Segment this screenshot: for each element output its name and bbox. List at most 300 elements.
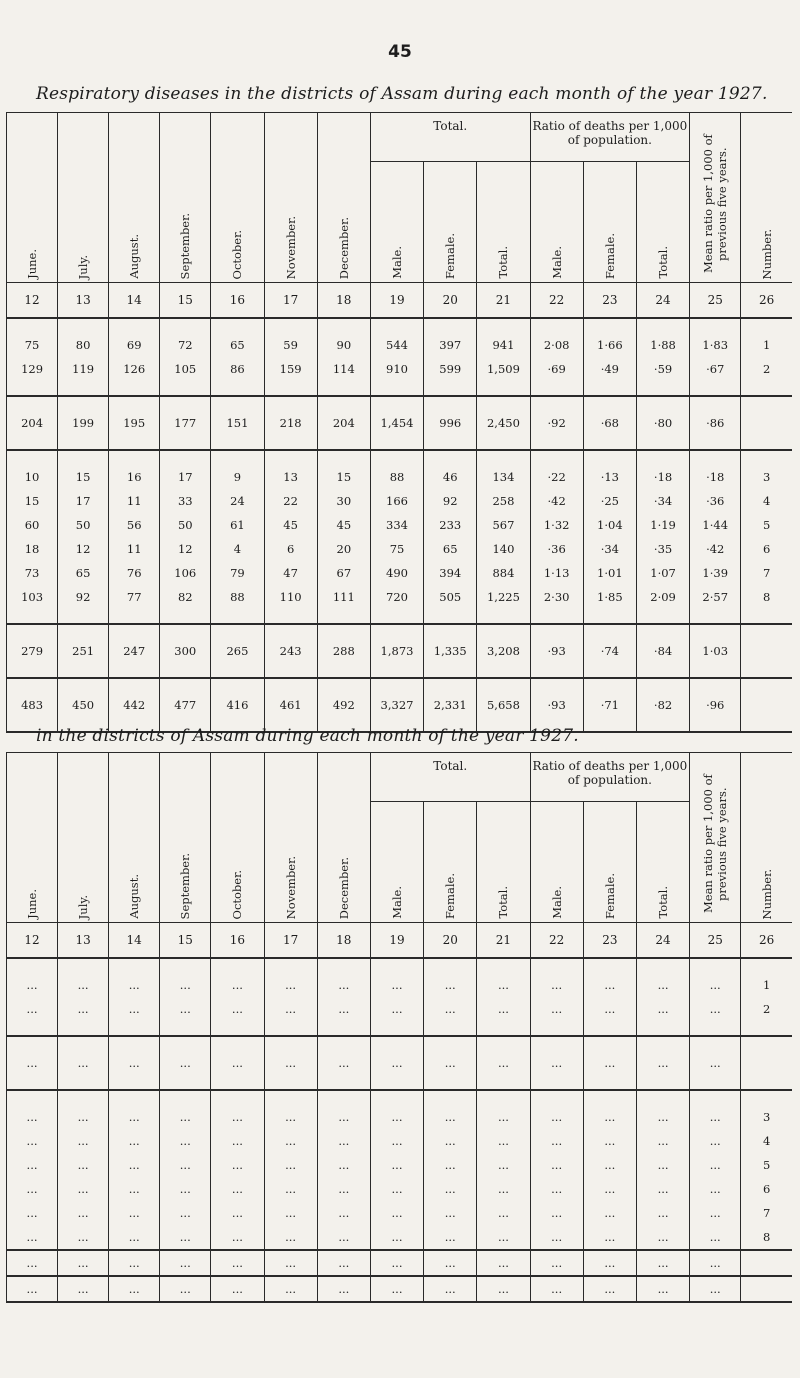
spacer-cell — [264, 1090, 317, 1105]
subtotal-row-cell — [741, 639, 792, 663]
spacer-cell — [109, 450, 160, 465]
table-row-cell: 140 — [477, 537, 530, 561]
subtotal-row-cell: 2,450 — [477, 411, 530, 435]
subtotal-row-cell: 195 — [109, 411, 160, 435]
grand-total-row-cell: ... — [211, 1276, 264, 1302]
table-row-cell: 15 — [58, 465, 109, 489]
spacer-cell — [636, 1021, 689, 1036]
table-row-cell: ... — [690, 1105, 741, 1129]
spacer-cell — [583, 609, 636, 624]
table-row-cell: ... — [583, 1177, 636, 1201]
grand-total-row-cell: ·71 — [583, 693, 636, 717]
table-row-cell: 111 — [317, 585, 370, 609]
spacer-cell — [370, 318, 423, 333]
subtotal-row-cell: ... — [477, 1250, 530, 1276]
table-row-cell: ... — [317, 997, 370, 1021]
table-row-cell: 86 — [211, 357, 264, 381]
subtotal-row-cell: ... — [58, 1250, 109, 1276]
table1-column-number: 15 — [160, 283, 211, 319]
table1-column-number: 25 — [690, 283, 741, 319]
table2-header-subcol: Male. — [530, 802, 583, 923]
subtotal-row-cell: ... — [160, 1250, 211, 1276]
spacer-cell — [583, 381, 636, 396]
subtotal-row-cell: ... — [636, 1051, 689, 1075]
spacer-cell — [477, 435, 530, 450]
table-row — [7, 333, 793, 357]
table-row-cell: ... — [424, 997, 477, 1021]
spacer-cell — [741, 435, 792, 450]
table-row-cell: 599 — [424, 357, 477, 381]
table-row-cell: ... — [530, 1105, 583, 1129]
spacer-cell — [370, 624, 423, 639]
table1-header-mean-ratio: Mean ratio per 1,000 of previous five years. — [690, 113, 741, 283]
spacer-cell — [317, 609, 370, 624]
table-row-cell: ... — [583, 1105, 636, 1129]
spacer-cell — [109, 396, 160, 411]
spacer-cell — [636, 678, 689, 693]
table-row-cell: 884 — [477, 561, 530, 585]
table-row-cell: 73 — [7, 561, 58, 585]
table-row — [7, 1225, 793, 1250]
table-row-cell: ... — [530, 1153, 583, 1177]
spacer-cell — [109, 609, 160, 624]
table1-column-number: 14 — [109, 283, 160, 319]
table2-column-number: 15 — [160, 923, 211, 959]
spacer-cell — [109, 958, 160, 973]
spacer-cell — [160, 1075, 211, 1090]
table-row-cell: ·34 — [636, 489, 689, 513]
spacer-cell — [7, 318, 58, 333]
table2-header-number: Number. — [741, 753, 792, 923]
spacer-cell — [583, 624, 636, 639]
spacer-cell — [58, 1090, 109, 1105]
table-row-cell: 1,509 — [477, 357, 530, 381]
table-row-cell: ... — [58, 1153, 109, 1177]
table-row-cell: 50 — [58, 513, 109, 537]
table-row-cell: 2 — [741, 997, 792, 1021]
table2-column-number: 18 — [317, 923, 370, 959]
spacer-cell — [7, 381, 58, 396]
grand-total-row-cell: ... — [424, 1276, 477, 1302]
table-row-cell: 1·32 — [530, 513, 583, 537]
spacer-cell — [109, 678, 160, 693]
spacer-cell — [583, 717, 636, 732]
table2-column-number: 24 — [636, 923, 689, 959]
table1-column-number: 26 — [741, 283, 792, 319]
table-row-cell: ... — [264, 1177, 317, 1201]
spacer-cell — [160, 318, 211, 333]
table-row-cell: ... — [317, 1201, 370, 1225]
table-row-cell: ... — [690, 973, 741, 997]
spacer-cell — [424, 1036, 477, 1051]
table-row-cell: 1·88 — [636, 333, 689, 357]
table1-column-number: 20 — [424, 283, 477, 319]
spacer-cell — [317, 396, 370, 411]
spacer-cell — [690, 1021, 741, 1036]
table-row-cell: ... — [690, 997, 741, 1021]
spacer-cell — [7, 1021, 58, 1036]
spacer-cell — [160, 381, 211, 396]
spacer-cell — [690, 435, 741, 450]
table2-title: in the districts of Assam during each month of the year 1927. — [36, 726, 579, 746]
table1-header-subcol: Female. — [424, 162, 477, 283]
table-row-cell: ... — [317, 973, 370, 997]
table-row-cell: 88 — [370, 465, 423, 489]
grand-total-row — [7, 1276, 793, 1302]
subtotal-row-cell: 1,454 — [370, 411, 423, 435]
table-row-cell: ... — [477, 973, 530, 997]
spacer-cell — [160, 958, 211, 973]
grand-total-row-cell: ... — [109, 1276, 160, 1302]
table-row-cell: ... — [370, 1129, 423, 1153]
spacer-cell — [264, 435, 317, 450]
table-row-cell: 5 — [741, 513, 792, 537]
spacer-cell — [58, 318, 109, 333]
table-row-cell: ... — [211, 1105, 264, 1129]
table-row-cell: 105 — [160, 357, 211, 381]
table-row-cell: 1·66 — [583, 333, 636, 357]
table-row-cell: ... — [160, 1177, 211, 1201]
table-row-cell: ... — [636, 1153, 689, 1177]
spacer-cell — [583, 678, 636, 693]
table-row-cell: ... — [264, 1153, 317, 1177]
table-row-cell: ·35 — [636, 537, 689, 561]
spacer-cell — [58, 958, 109, 973]
table-row-cell: ... — [530, 997, 583, 1021]
table-row-cell: ... — [317, 1129, 370, 1153]
table-row-cell: ... — [370, 1105, 423, 1129]
spacer-cell — [530, 609, 583, 624]
spacer-cell — [160, 624, 211, 639]
table-row-cell: ·59 — [636, 357, 689, 381]
spacer-cell — [583, 450, 636, 465]
table1-header-total-group: Total. — [370, 113, 530, 162]
table-row-cell: ... — [583, 973, 636, 997]
spacer-cell — [317, 958, 370, 973]
table-row-cell: ... — [477, 1225, 530, 1250]
spacer-cell — [690, 450, 741, 465]
spacer-cell — [477, 318, 530, 333]
subtotal-row-cell: ... — [690, 1051, 741, 1075]
table-row-cell: ... — [636, 1201, 689, 1225]
spacer-cell — [317, 1075, 370, 1090]
table2-header-month: November. — [264, 753, 317, 923]
spacer-cell — [530, 1021, 583, 1036]
table1-column-number: 18 — [317, 283, 370, 319]
subtotal-row-cell: ... — [690, 1250, 741, 1276]
grand-total-row-cell: ... — [264, 1276, 317, 1302]
table-row — [7, 489, 793, 513]
table-row-cell: 1 — [741, 973, 792, 997]
table-row-cell: 2·57 — [690, 585, 741, 609]
spacer-cell — [317, 1021, 370, 1036]
grand-total-row-cell: ... — [477, 1276, 530, 1302]
grand-total-row-cell: ... — [530, 1276, 583, 1302]
grand-total-row-cell: 483 — [7, 693, 58, 717]
table-row-cell: ... — [160, 1201, 211, 1225]
spacer-cell — [424, 663, 477, 678]
spacer-cell — [424, 435, 477, 450]
table-row-cell: ... — [58, 997, 109, 1021]
spacer-cell — [424, 1021, 477, 1036]
subtotal-row-cell: ... — [211, 1051, 264, 1075]
spacer-cell — [477, 624, 530, 639]
table-row-cell: ... — [7, 1225, 58, 1250]
table-row-cell: ... — [109, 997, 160, 1021]
spacer-cell — [211, 609, 264, 624]
spacer-cell — [690, 678, 741, 693]
table-row-cell: ... — [7, 1105, 58, 1129]
spacer-cell — [370, 450, 423, 465]
table-row-cell: ·36 — [530, 537, 583, 561]
table-row-cell: 46 — [424, 465, 477, 489]
spacer-cell — [160, 609, 211, 624]
table-row-cell: ... — [690, 1129, 741, 1153]
table-row-cell: 1·01 — [583, 561, 636, 585]
table-row-cell: ... — [477, 1153, 530, 1177]
spacer-cell — [741, 1036, 792, 1051]
table-row-cell: ... — [264, 1129, 317, 1153]
table-row-cell: 233 — [424, 513, 477, 537]
table-row-cell: 17 — [58, 489, 109, 513]
table-row — [7, 1201, 793, 1225]
table1-column-number: 12 — [7, 283, 58, 319]
spacer-cell — [477, 450, 530, 465]
table-row — [7, 537, 793, 561]
table2-column-number: 25 — [690, 923, 741, 959]
table-row-cell: ... — [477, 1201, 530, 1225]
spacer-cell — [7, 678, 58, 693]
spacer-cell — [370, 609, 423, 624]
table-row-cell: 2·09 — [636, 585, 689, 609]
table-row-cell: 92 — [424, 489, 477, 513]
spacer-cell — [424, 381, 477, 396]
spacer-cell — [583, 1090, 636, 1105]
table2-column-number: 26 — [741, 923, 792, 959]
table-row-cell: 56 — [109, 513, 160, 537]
table1-header-month: October. — [211, 113, 264, 283]
table-row-cell: 103 — [7, 585, 58, 609]
table-row-cell: ... — [636, 1105, 689, 1129]
table2-header-month: September. — [160, 753, 211, 923]
table2-column-number: 17 — [264, 923, 317, 959]
table-row-cell: ... — [530, 1225, 583, 1250]
subtotal-row-cell — [741, 1250, 792, 1276]
table-row-cell: 258 — [477, 489, 530, 513]
table-row-cell: ... — [370, 973, 423, 997]
spacer-cell — [7, 1090, 58, 1105]
table-row-cell: ·25 — [583, 489, 636, 513]
spacer-cell — [370, 1075, 423, 1090]
spacer-cell — [211, 1036, 264, 1051]
table-row-cell: 106 — [160, 561, 211, 585]
subtotal-row-cell: ·80 — [636, 411, 689, 435]
spacer-cell — [583, 396, 636, 411]
subtotal-row-cell: 1,335 — [424, 639, 477, 663]
table-row-cell: 1·83 — [690, 333, 741, 357]
grand-total-row-cell: 5,658 — [477, 693, 530, 717]
table2-column-number: 19 — [370, 923, 423, 959]
spacer-cell — [741, 1075, 792, 1090]
table-row — [7, 973, 793, 997]
table-row-cell: ... — [211, 1153, 264, 1177]
spacer-cell — [530, 396, 583, 411]
table1-header-subcol: Male. — [530, 162, 583, 283]
spacer-cell — [211, 624, 264, 639]
table2-column-number: 22 — [530, 923, 583, 959]
table-row-cell: 2·08 — [530, 333, 583, 357]
table-row-cell: ... — [211, 1201, 264, 1225]
table-row-cell: 119 — [58, 357, 109, 381]
spacer-cell — [264, 450, 317, 465]
table-row — [7, 561, 793, 585]
spacer-cell — [264, 1036, 317, 1051]
spacer-cell — [109, 624, 160, 639]
table-row-cell: 61 — [211, 513, 264, 537]
table-row-cell: ... — [109, 1129, 160, 1153]
table2-header-month: October. — [211, 753, 264, 923]
spacer-cell — [424, 1090, 477, 1105]
table-row-cell: 75 — [7, 333, 58, 357]
table-row-cell: ... — [636, 1225, 689, 1250]
table2-header-subcol: Female. — [424, 802, 477, 923]
table-row-cell: 941 — [477, 333, 530, 357]
table-row-cell: ... — [690, 1177, 741, 1201]
table-row-cell: ... — [7, 1201, 58, 1225]
table2-column-number: 21 — [477, 923, 530, 959]
table-row-cell: ... — [636, 973, 689, 997]
table-row-cell: 12 — [160, 537, 211, 561]
spacer-cell — [741, 717, 792, 732]
spacer-cell — [58, 1036, 109, 1051]
subtotal-row — [7, 1051, 793, 1075]
table-row-cell: ... — [264, 973, 317, 997]
table-row — [7, 1105, 793, 1129]
table1-header-month: August. — [109, 113, 160, 283]
spacer-cell — [7, 1036, 58, 1051]
subtotal-row-cell: ·74 — [583, 639, 636, 663]
table-row — [7, 513, 793, 537]
subtotal-row-cell: ·86 — [690, 411, 741, 435]
table-row-cell: ... — [530, 1129, 583, 1153]
table-row-cell: ... — [264, 1105, 317, 1129]
spacer-cell — [58, 678, 109, 693]
table-row-cell: 12 — [58, 537, 109, 561]
table1-header-subcol: Total. — [477, 162, 530, 283]
spacer-cell — [7, 450, 58, 465]
subtotal-row-cell: 218 — [264, 411, 317, 435]
table-row-cell: ... — [317, 1105, 370, 1129]
table-row-cell: 544 — [370, 333, 423, 357]
table-row-cell: 88 — [211, 585, 264, 609]
table1-header-subcol: Total. — [636, 162, 689, 283]
table-row-cell: ... — [636, 1129, 689, 1153]
spacer-cell — [211, 958, 264, 973]
spacer-cell — [264, 381, 317, 396]
subtotal-row-cell: 288 — [317, 639, 370, 663]
spacer-cell — [7, 663, 58, 678]
subtotal-row-cell: 199 — [58, 411, 109, 435]
table-row-cell: 159 — [264, 357, 317, 381]
table-row-cell: ... — [530, 973, 583, 997]
subtotal-row-cell: ... — [109, 1051, 160, 1075]
spacer-cell — [317, 624, 370, 639]
table-row-cell: 15 — [317, 465, 370, 489]
spacer-cell — [370, 381, 423, 396]
spacer-cell — [530, 624, 583, 639]
table-row-cell: 2 — [741, 357, 792, 381]
spacer-cell — [530, 1036, 583, 1051]
table1-column-number: 16 — [211, 283, 264, 319]
subtotal-row-cell: ... — [636, 1250, 689, 1276]
table-row-cell: ... — [211, 1225, 264, 1250]
grand-total-row-cell: ·93 — [530, 693, 583, 717]
spacer-cell — [424, 318, 477, 333]
table-row-cell: 1·44 — [690, 513, 741, 537]
spacer-cell — [370, 396, 423, 411]
table-row-cell: ... — [160, 1105, 211, 1129]
spacer-cell — [741, 381, 792, 396]
table-row-cell: 24 — [211, 489, 264, 513]
table-row-cell: 65 — [58, 561, 109, 585]
spacer-cell — [477, 381, 530, 396]
spacer-cell — [690, 396, 741, 411]
spacer-cell — [636, 1036, 689, 1051]
table-row-cell: ... — [109, 1225, 160, 1250]
subtotal-row-cell: 3,208 — [477, 639, 530, 663]
spacer-cell — [583, 435, 636, 450]
table-row-cell: ... — [264, 1225, 317, 1250]
table-row-cell: 166 — [370, 489, 423, 513]
table-row-cell: 1,225 — [477, 585, 530, 609]
table-row-cell: ... — [370, 1225, 423, 1250]
table-row-cell: 77 — [109, 585, 160, 609]
spacer-cell — [58, 1075, 109, 1090]
page-number: 45 — [388, 42, 412, 62]
spacer-cell — [741, 678, 792, 693]
grand-total-row-cell: ... — [583, 1276, 636, 1302]
spacer-cell — [636, 435, 689, 450]
table-row — [7, 357, 793, 381]
spacer-cell — [264, 396, 317, 411]
subtotal-row-cell: ... — [530, 1051, 583, 1075]
spacer-cell — [530, 1075, 583, 1090]
table-row — [7, 465, 793, 489]
table-row-cell: ... — [424, 973, 477, 997]
table-row-cell: ... — [530, 1201, 583, 1225]
spacer-cell — [211, 663, 264, 678]
table-row-cell: ... — [7, 997, 58, 1021]
subtotal-row-cell: 279 — [7, 639, 58, 663]
table2-header-mean-ratio: Mean ratio per 1,000 of previous five years. — [690, 753, 741, 923]
table-row-cell: ... — [160, 973, 211, 997]
spacer-cell — [690, 381, 741, 396]
spacer-cell — [58, 381, 109, 396]
table2-header-subcol: Female. — [583, 802, 636, 923]
spacer-cell — [264, 624, 317, 639]
spacer-cell — [317, 435, 370, 450]
table-row-cell: 75 — [370, 537, 423, 561]
spacer-cell — [317, 450, 370, 465]
spacer-cell — [160, 1021, 211, 1036]
table-row-cell: ... — [690, 1153, 741, 1177]
subtotal-row-cell: 204 — [7, 411, 58, 435]
table-row-cell: ... — [58, 1105, 109, 1129]
subtotal-row — [7, 1250, 793, 1276]
spacer-cell — [636, 717, 689, 732]
table-row-cell: 11 — [109, 489, 160, 513]
subtotal-row-cell: ·84 — [636, 639, 689, 663]
